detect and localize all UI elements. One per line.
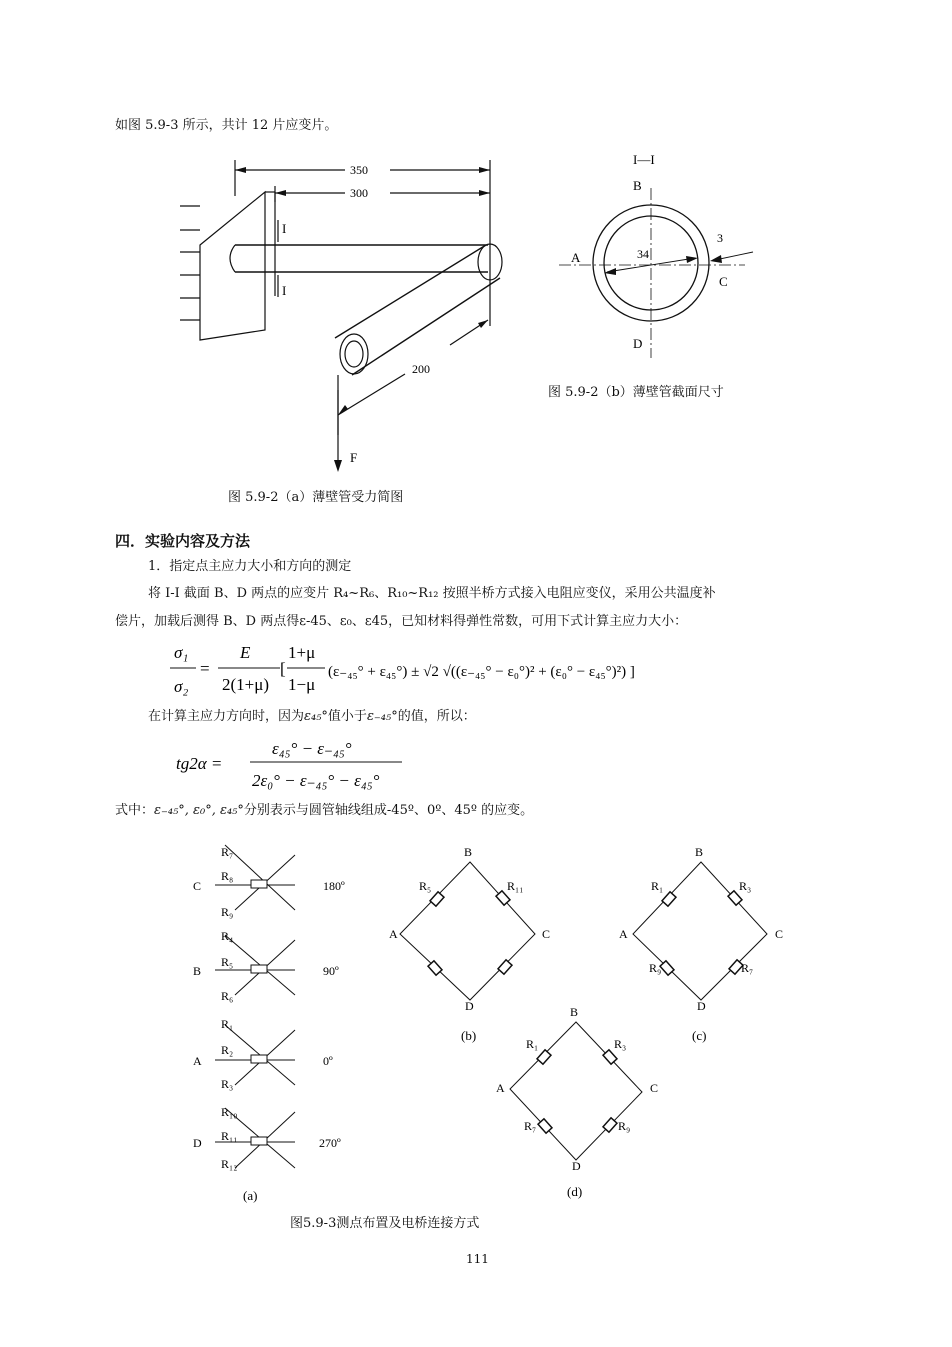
eps-minus-45: ε₋₄₅° bbox=[366, 709, 398, 724]
force-label: F bbox=[350, 450, 358, 465]
figure-a-diagram bbox=[170, 150, 520, 490]
svg-text:tg2α =: tg2α = bbox=[176, 754, 223, 773]
figure-b-cross-section bbox=[555, 148, 775, 368]
point-B-label: B bbox=[633, 178, 642, 193]
svg-text:D: D bbox=[572, 1159, 581, 1173]
svg-text:C: C bbox=[542, 927, 551, 941]
svg-text:R₇: R₇ bbox=[741, 961, 754, 975]
svg-text:C: C bbox=[650, 1081, 659, 1095]
svg-text:R₁: R₁ bbox=[651, 879, 664, 893]
svg-text:A: A bbox=[496, 1081, 505, 1095]
section-mark-bottom: I bbox=[282, 283, 287, 298]
label-b: (b) bbox=[461, 1028, 477, 1043]
svg-text:B: B bbox=[695, 845, 704, 859]
diameter-label: 34 bbox=[637, 247, 649, 261]
wall bbox=[200, 192, 265, 340]
caption-fig-3: 图5.9-3测点布置及电桥连接方式 bbox=[290, 1216, 480, 1231]
label-d: (d) bbox=[567, 1184, 583, 1199]
svg-text:B: B bbox=[570, 1005, 579, 1019]
svg-text:R₁: R₁ bbox=[221, 1017, 234, 1031]
svg-text:R₉: R₉ bbox=[618, 1119, 631, 1133]
angle-270: 270º bbox=[319, 1136, 341, 1150]
svg-text:R₉: R₉ bbox=[649, 961, 662, 975]
label-a: (a) bbox=[243, 1188, 258, 1203]
paragraph-2: 在计算主应力方向时，因为ε₄₅°值小于ε₋₄₅°的值，所以： bbox=[148, 709, 476, 724]
point-D-label: D bbox=[633, 336, 643, 351]
figure-3a-gauge-layout bbox=[185, 840, 375, 1210]
svg-text:R₈: R₈ bbox=[221, 869, 234, 883]
eps-list: ε₋₄₅°, ε₀°, ε₄₅° bbox=[154, 803, 244, 818]
svg-text:(ε₋₄₅° + ε₄₅°) ± √2 √((ε₋₄₅° −: (ε₋₄₅° + ε₄₅°) ± √2 √((ε₋₄₅° − ε₀°)² + (ε₀° − ε₄₅°)²) ] bbox=[328, 664, 635, 680]
section-heading: 四．实验内容及方法 bbox=[115, 532, 251, 550]
svg-text:2(1+μ): 2(1+μ) bbox=[222, 675, 270, 694]
section-title: I—I bbox=[633, 152, 655, 167]
section-mark-top: I bbox=[282, 221, 287, 236]
svg-text:=: = bbox=[200, 659, 210, 678]
gauge-point-C: C bbox=[193, 879, 202, 893]
svg-text:R₁₂: R₁₂ bbox=[221, 1157, 238, 1171]
svg-text:2ε₀° − ε₋₄₅° − ε₄₅°: 2ε₀° − ε₋₄₅° − ε₄₅° bbox=[252, 771, 380, 790]
dim-300: 300 bbox=[350, 186, 368, 200]
bridge-d bbox=[490, 1002, 670, 1202]
point-A-label: A bbox=[571, 250, 581, 265]
svg-text:D: D bbox=[697, 999, 706, 1013]
svg-text:R₁₁: R₁₁ bbox=[507, 879, 524, 893]
svg-text:R₂: R₂ bbox=[221, 1043, 234, 1057]
subheading-1: 1．指定点主应力大小和方向的测定 bbox=[148, 559, 352, 574]
dim-350: 350 bbox=[350, 163, 368, 177]
angle-90: 90º bbox=[323, 964, 339, 978]
svg-text:A: A bbox=[389, 927, 398, 941]
gauge-point-A: A bbox=[193, 1054, 202, 1068]
svg-text:R₃: R₃ bbox=[221, 1077, 234, 1091]
caption-fig-b: 图 5.9-2（b）薄壁管截面尺寸 bbox=[548, 385, 724, 400]
eps-45: ε₄₅° bbox=[304, 709, 328, 724]
svg-text:A: A bbox=[619, 927, 628, 941]
svg-text:R₁₁: R₁₁ bbox=[221, 1129, 238, 1143]
svg-text:R₆: R₆ bbox=[221, 989, 234, 1003]
gauge-point-D: D bbox=[193, 1136, 202, 1150]
svg-text:ε₄₅° − ε₋₄₅°: ε₄₅° − ε₋₄₅° bbox=[272, 739, 352, 758]
label-c: (c) bbox=[692, 1028, 707, 1043]
svg-text:1+μ: 1+μ bbox=[288, 643, 316, 662]
point-C-label: C bbox=[719, 274, 728, 289]
paragraph-1-line-1: 将 I-I 截面 B、D 两点的应变片 R₄~R₆、R₁₀~R₁₂ 按照半桥方式接入电阻应变仪，采用公共温度补 bbox=[148, 586, 716, 601]
svg-text:D: D bbox=[465, 999, 474, 1013]
formula-principal-stress bbox=[170, 636, 730, 700]
angle-180: 180º bbox=[323, 879, 345, 893]
gauge-point-B: B bbox=[193, 964, 202, 978]
svg-text:R₃: R₃ bbox=[739, 879, 752, 893]
svg-text:R₅: R₅ bbox=[419, 879, 432, 893]
svg-text:C: C bbox=[775, 927, 784, 941]
svg-text:1−μ: 1−μ bbox=[288, 675, 316, 694]
svg-text:R₃: R₃ bbox=[614, 1037, 627, 1051]
svg-text:R₉: R₉ bbox=[221, 905, 234, 919]
svg-text:σ₂: σ₂ bbox=[174, 677, 189, 696]
svg-text:R₇: R₇ bbox=[524, 1119, 537, 1133]
dim-200: 200 bbox=[412, 362, 430, 376]
svg-text:R₅: R₅ bbox=[221, 955, 234, 969]
svg-text:B: B bbox=[464, 845, 473, 859]
page-number: 111 bbox=[466, 1252, 489, 1266]
formula-principal-direction bbox=[170, 734, 450, 794]
paragraph-3: 式中：ε₋₄₅°, ε₀°, ε₄₅°分别表示与圆管轴线组成-45º、0º、45º 的应变。 bbox=[115, 803, 534, 818]
svg-text:E: E bbox=[240, 643, 251, 662]
angle-0: 0º bbox=[323, 1054, 333, 1068]
intro-text: 如图 5.9-3 所示，共计 12 片应变片。 bbox=[115, 118, 338, 133]
paragraph-1-line-2: 偿片，加载后测得 B、D 两点得ε-45、ε₀、ε45，已知材料得弹性常数，可用下式计算主应力大小： bbox=[115, 614, 688, 629]
svg-text:R₄: R₄ bbox=[221, 929, 234, 943]
svg-text:R₁₀: R₁₀ bbox=[221, 1105, 238, 1119]
svg-text:[: [ bbox=[280, 659, 286, 678]
svg-text:R₁: R₁ bbox=[526, 1037, 539, 1051]
svg-text:σ₁: σ₁ bbox=[174, 643, 189, 662]
svg-text:R₇: R₇ bbox=[221, 845, 234, 859]
caption-fig-a: 图 5.9-2（a）薄壁管受力简图 bbox=[228, 490, 404, 505]
thickness-label: 3 bbox=[717, 231, 723, 245]
